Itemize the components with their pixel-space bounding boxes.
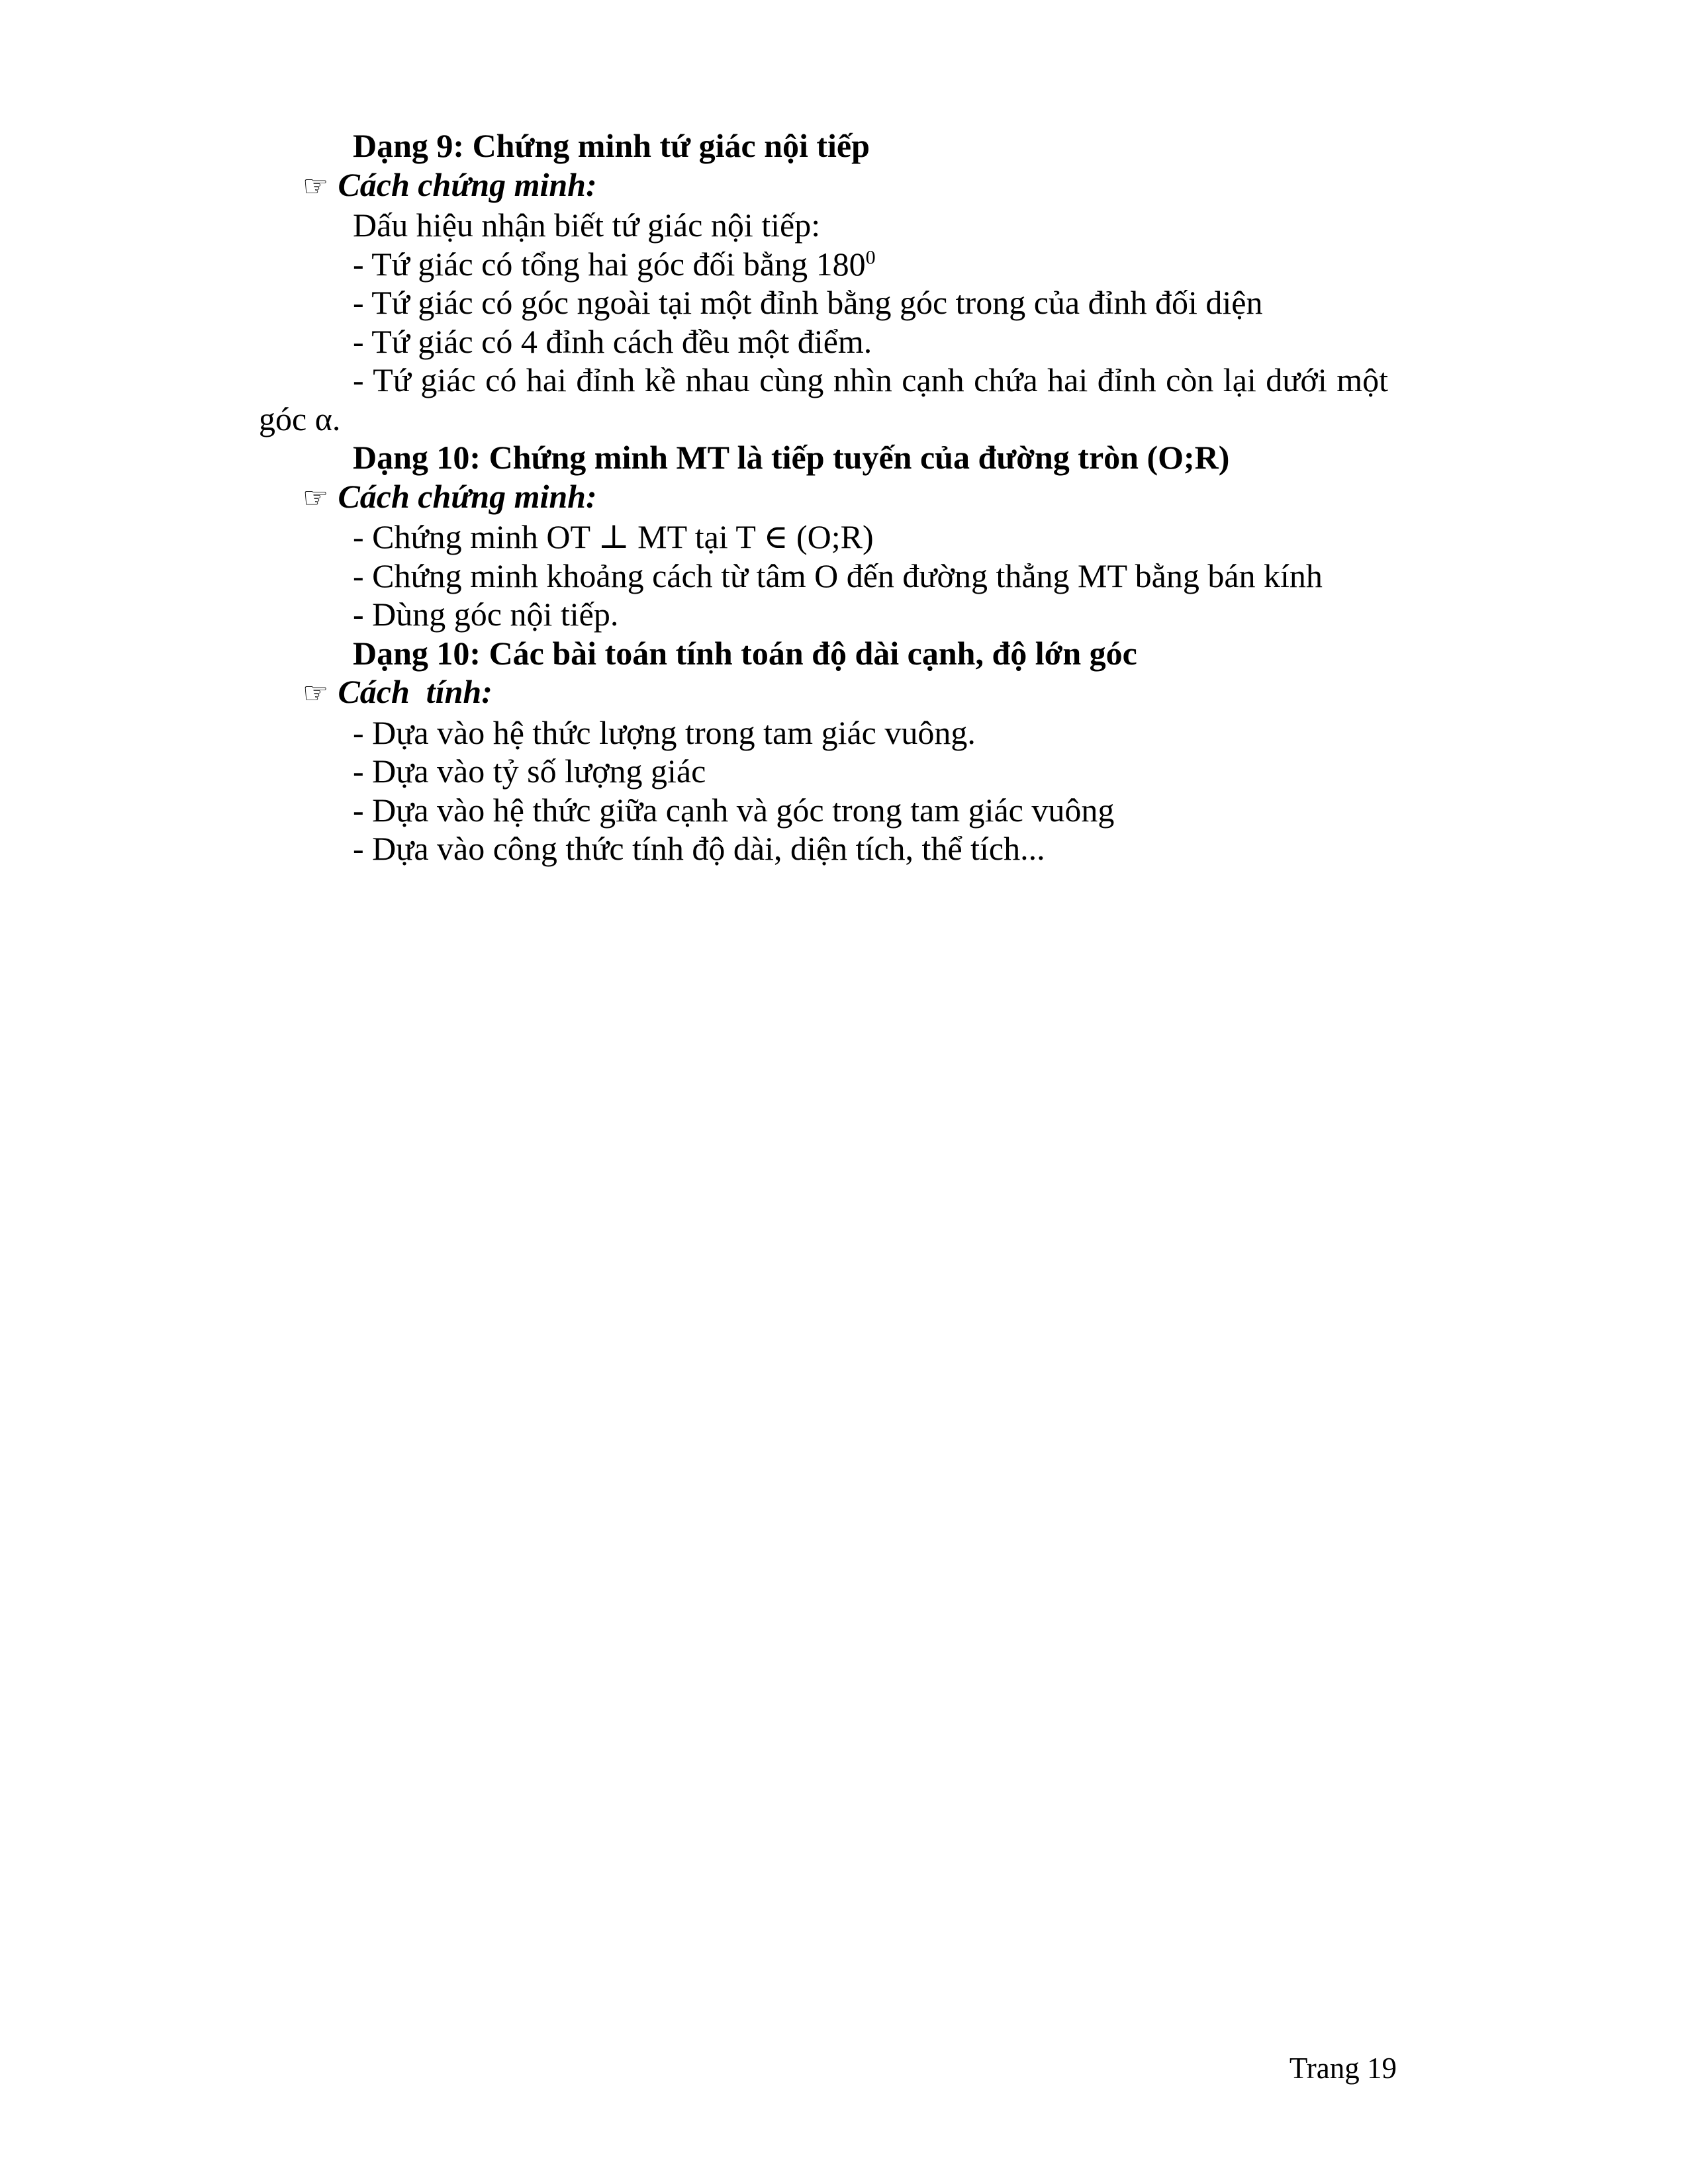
intro-line: Dấu hiệu nhận biết tứ giác nội tiếp: (353, 206, 821, 244)
page-content (259, 126, 1388, 868)
bullet-continuation-line: góc α. (259, 400, 341, 437)
bullet-line: - Chứng minh khoảng cách từ tâm O đến đường thẳng MT bằng bán kính (353, 557, 1323, 594)
section-title-dang-9: Dạng 9: Chứng minh tứ giác nội tiếp (353, 127, 870, 164)
page-number: Trang 19 (1289, 2052, 1397, 2085)
method-line (259, 672, 1388, 713)
pointing-finger-icon: ☞ (303, 169, 329, 203)
pointing-finger-icon: ☞ (303, 676, 329, 710)
method-label: Cách chứng minh: (338, 477, 597, 515)
pointing-finger-icon: ☞ (303, 480, 329, 515)
bullet-line: - Tứ giác có hai đỉnh kề nhau cùng nhìn cạnh chứa hai đỉnh còn lại dưới một (353, 361, 1388, 398)
superscript-zero: 0 (865, 246, 876, 268)
method-line (259, 165, 1388, 206)
bullet-line: - Tứ giác có góc ngoài tại một đỉnh bằng góc trong của đỉnh đối diện (353, 284, 1263, 321)
section-title-dang-10-tangent: Dạng 10: Chứng minh MT là tiếp tuyến của đường tròn (O;R) (353, 439, 1230, 476)
section-title-dang-10-compute: Dạng 10: Các bài toán tính toán độ dài cạnh, độ lớn góc (353, 634, 1137, 672)
bullet-line: - Tứ giác có 4 đỉnh cách đều một điểm. (353, 322, 872, 360)
bullet-line: - Dựa vào công thức tính độ dài, diện tích, thể tích... (353, 830, 1045, 867)
bullet-line: - Dùng góc nội tiếp. (353, 596, 619, 633)
bullet-line (259, 245, 1388, 284)
bullet-line: - Dựa vào hệ thức giữa cạnh và góc trong tam giác vuông (353, 791, 1115, 829)
bullet-line: - Dựa vào tỷ số lượng giác (353, 752, 706, 790)
method-label: Cách chứng minh: (338, 165, 597, 203)
method-line (259, 477, 1388, 518)
bullet-text: - Tứ giác có tổng hai góc đối bằng 180 (353, 245, 866, 283)
method-label: Cách tính: (338, 673, 492, 710)
bullet-line: - Chứng minh OT ⊥ MT tại T ∈ (O;R) (353, 518, 874, 555)
bullet-line: - Dựa vào hệ thức lượng trong tam giác vuông. (353, 713, 976, 751)
